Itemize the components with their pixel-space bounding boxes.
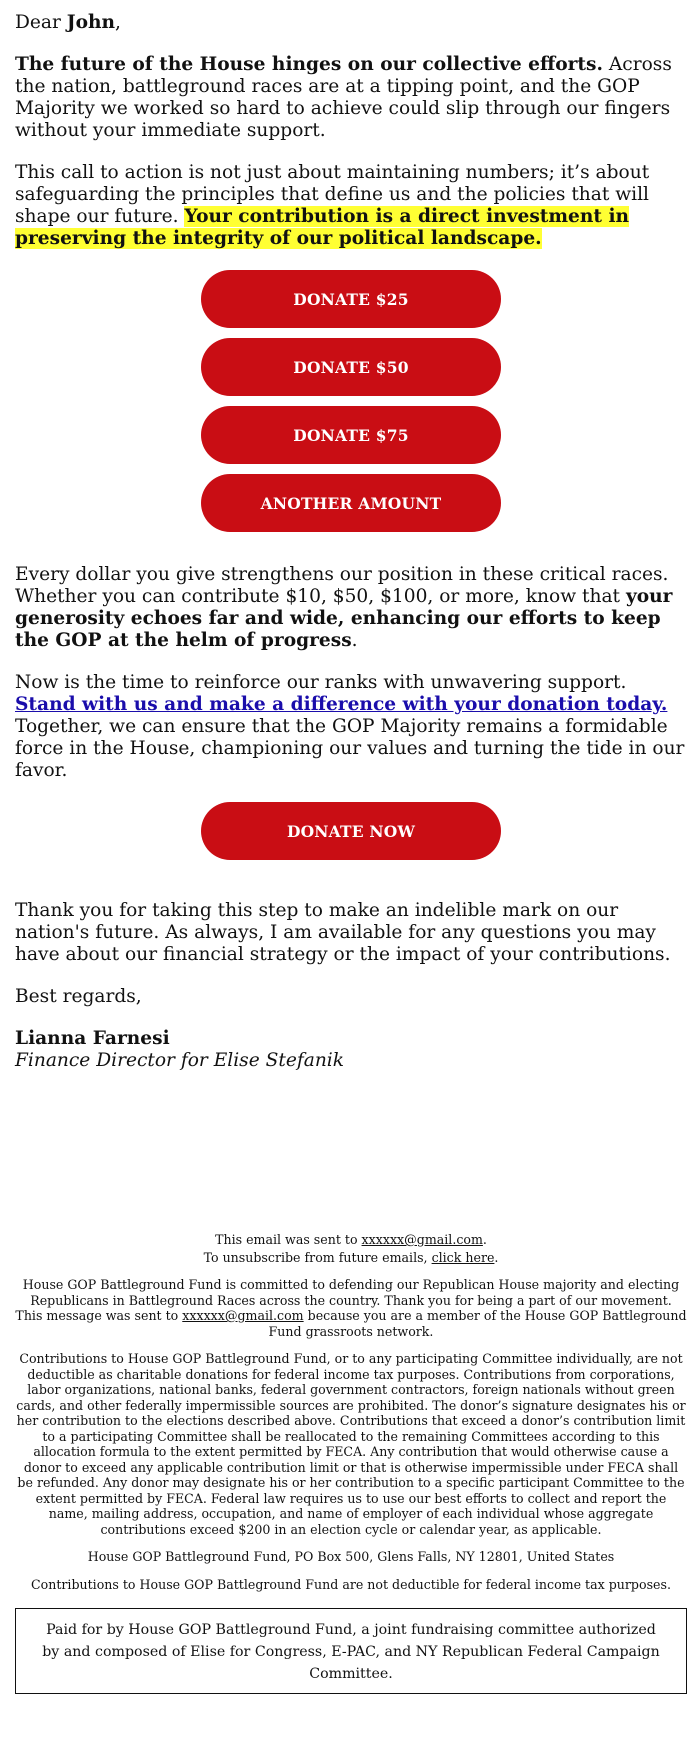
signer-name: Lianna Farnesi xyxy=(15,1028,170,1049)
footer-unsubscribe xyxy=(15,1250,687,1266)
paragraph-2-text: This call to action is not just about maintaining numbers; it’s about safeguarding the principles that define us and the policies that will shape our future. xyxy=(15,162,650,227)
footer-sent-to xyxy=(15,1232,687,1248)
donate-25-button[interactable]: DONATE $25 xyxy=(201,270,501,328)
paragraph-1-bold: The future of the House hinges on our collective efforts. xyxy=(15,54,603,75)
paragraph-3-bold: your generosity echoes far and wide, enhancing our efforts to keep the GOP at the helm of progress xyxy=(15,586,673,651)
unsubscribe-link[interactable]: click here xyxy=(431,1249,495,1265)
footer-not-deductible: Contributions to House GOP Battleground Fund are not deductible for federal income tax purposes. xyxy=(31,1576,671,1592)
unsubscribe-prefix: To unsubscribe from future emails, xyxy=(203,1249,432,1265)
footer-committed xyxy=(15,1277,687,1339)
closing: Best regards, xyxy=(15,986,142,1007)
recipient-name: John xyxy=(66,12,116,33)
donate-now-button[interactable]: DONATE NOW xyxy=(201,802,501,860)
committed-text: House GOP Battleground Fund is committed to defending our Republican House majority and electing Republicans in Battleground Races across the country. Thank you for being a part of our movement. This message was sent to xyxy=(15,1277,680,1323)
footer-disclaimer: Contributions to House GOP Battleground Fund, or to any participating Committee individually, are not deductible as charitable donations for federal income tax purposes. Contributions from corporations, labor organizations, national banks, federal government contractors, foreign nationals without green cards, and other federally impermissible sources are prohibited. The donor’s signature designates his or her contribution to the elections described above. Contributions that exceed a donor’s contribution limit to a participating Committee shall be reallocated to the remaining Committees according to this allocation formula to the extent permitted by FECA. Any contribution that would otherwise cause a donor to exceed any applicable contribution limit or that is otherwise impermissible under FECA shall be refunded. Any donor may designate his or her contribution to a specific participant Committee to the extent permitted by FECA. Federal law requires us to use our best efforts to collect and report the name, mailing address, occupation, and name of employer of each individual whose aggregate contributions exceed $200 in an election cycle or calendar year, as applicable. xyxy=(16,1351,686,1537)
signature xyxy=(15,1028,687,1072)
paragraph-5: Thank you for taking this step to make an indelible mark on our nation's future. As always, I am available for any questions you may have about our financial strategy or the impact of your contributions. xyxy=(15,900,671,965)
another-amount-button[interactable]: ANOTHER AMOUNT xyxy=(201,474,501,532)
committed-email-link[interactable]: xxxxxx@gmail.com xyxy=(182,1308,304,1323)
donate-now-container xyxy=(15,802,687,870)
paragraph-2-highlight: Your contribution is a direct investment in preserving the integrity of our political landscape. xyxy=(15,206,630,249)
paragraph-4 xyxy=(15,672,687,782)
unsubscribe-suffix: . xyxy=(494,1249,499,1265)
paragraph-4-rest: Together, we can ensure that the GOP Majority remains a formidable force in the House, championing our values and turning the tide in our favor. xyxy=(15,716,685,781)
email-footer xyxy=(15,1232,687,1694)
paragraph-3 xyxy=(15,564,687,652)
paid-for-box: Paid for by House GOP Battleground Fund, a joint fundraising committee authorized by and composed of Elise for Congress, E-PAC, and NY Republican Federal Campaign Committee. xyxy=(15,1608,687,1694)
donate-75-button[interactable]: DONATE $75 xyxy=(201,406,501,464)
letter-body xyxy=(15,12,687,1072)
donate-50-button[interactable]: DONATE $50 xyxy=(201,338,501,396)
sent-suffix: . xyxy=(482,1232,487,1247)
paragraph-1-text: Across the nation, battleground races are at a tipping point, and the GOP Majority we worked so hard to achieve could slip through our fingers without your immediate support. xyxy=(15,54,672,141)
salutation-prefix: Dear xyxy=(15,12,67,33)
donation-buttons xyxy=(15,270,687,542)
committed-rest: because you are a member of the House GOP Battleground Fund grassroots network. xyxy=(268,1308,687,1339)
donate-today-link[interactable]: Stand with us and make a difference with your donation today. xyxy=(15,694,668,715)
recipient-email-link[interactable]: xxxxxx@gmail.com xyxy=(361,1232,483,1247)
paragraph-2 xyxy=(15,162,687,250)
sent-prefix: This email was sent to xyxy=(215,1232,362,1247)
paragraph-3-end: . xyxy=(351,630,358,651)
signer-title: Finance Director for Elise Stefanik xyxy=(15,1050,345,1071)
paragraph-1 xyxy=(15,54,687,142)
salutation xyxy=(15,12,687,34)
paragraph-3-text: Every dollar you give strengthens our position in these critical races. Whether you can contribute $10, $50, $100, or more, know that xyxy=(15,564,669,607)
paragraph-4-text: Now is the time to reinforce our ranks with unwavering support. xyxy=(15,672,627,693)
footer-address: House GOP Battleground Fund, PO Box 500, Glens Falls, NY 12801, United States xyxy=(87,1549,615,1564)
salutation-suffix: , xyxy=(115,12,121,33)
